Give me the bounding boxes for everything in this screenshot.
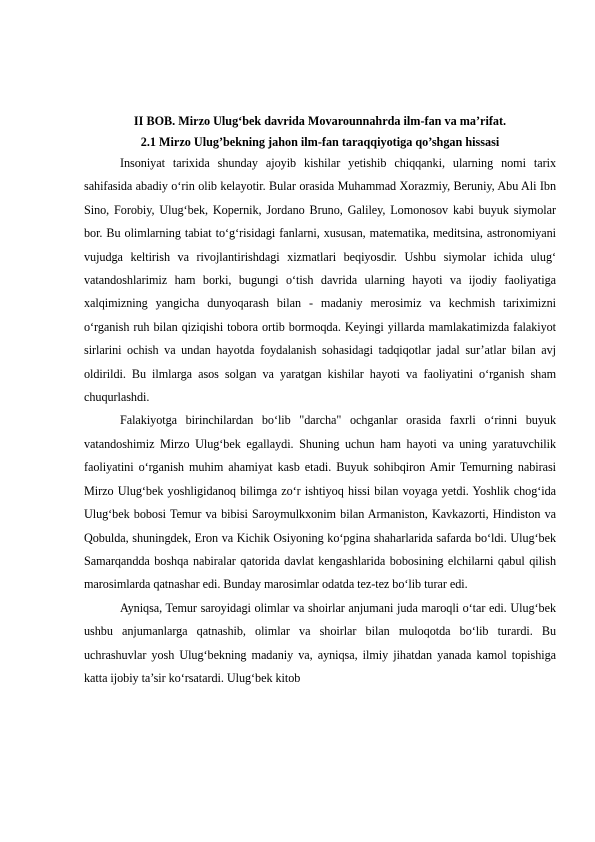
paragraph: Insoniyat tarixida shunday ajoyib kishilar yetishib chiqqanki, ularning nomi tarix sahifasida abadiy o‘rin olib kelayotir. Bular orasida Muhammad Xorazmiy, Beruniy, Abu Ali Ibn Sino, Forobiy, Ulug‘bek, Kopernik, Jordano Bruno, Galiley, Lomonosov kabi buyuk siymolar bor. Bu olimlarning tabiat to‘g‘risidagi fanlarni, xususan, matematika, meditsina, astronomiyani vujudga keltirish va rivojlantirishdagi xizmatlari beqiyosdir. Ushbu siymolar ichida ulug‘ vatandoshlarimiz ham borki, bugungi o‘tish davrida ularning hayoti va ijodiy faoliyatiga xalqimizning yangicha dunyoqarash bilan - madaniy merosimiz va kechmish tariximizni o‘rganish ruh bilan qiziqishi tobora ortib bormoqda. Keyingi yillarda mamlakatimizda falakiyot sirlarini ochish va undan hayotda foydalanish sohasidagi tadqiqotlar jadal sur’atlar bilan avj oldirildi. Bu ilmlarga asos solgan va yaratgan kishilar hayoti va faoliyatini o‘rganish sham chuqurlashdi. (84, 156, 556, 405)
chapter-title: II BOB. Mirzo Ulug‘bek davrida Movarounnahrda ilm-fan va ma’rifat. (133, 114, 507, 128)
paragraph: Falakiyotga birinchilardan bo‘lib "darcha" ochganlar orasida faxrli o‘rinni buyuk vatandoshimiz Mirzo Ulug‘bek egallaydi. Shuning uchun ham hayoti va uning yaratuvchilik faoliyatini o‘rganish muhim ahamiyat kasb etadi. Buyuk sohibqiron Amir Temurning nabirasi Mirzo Ulug‘bek yoshligidanoq bilimga zo‘r ishtiyoq hissi bilan voyaga yetdi. Yoshlik chog‘ida Ulug‘bek bobosi Temur va bibisi Saroymulkxonim bilan Armaniston, Kavkazorti, Hindiston va Qobulda, shuningdek, Eron va Kichik Osiyoning ko‘pgina shaharlarida safarda bo‘ldi. Ulug‘bek Samarqandda boshqa nabiralar qatorida davlat kengashlarida bobosining elchilarni qabul qilish marosimlarda qatnashar edi. Bunday marosimlar odatda tez-tez bo‘lib turar edi. (84, 413, 556, 592)
document-page (84, 112, 556, 690)
paragraph: Ayniqsa, Temur saroyidagi olimlar va shoirlar anjumani juda maroqli o‘tar edi. Ulug‘bek ushbu anjumanlarga qatnashib, olimlar va shoirlar bilan muloqotda bo‘lib turardi. Bu uchrashuvlar yosh Ulug‘bekning madaniy va, ayniqsa, ilmiy jihatdan yanada kamol topishiga katta ijobiy ta’sir ko‘rsatardi. Ulug‘bek kitob (84, 600, 556, 685)
section-title: 2.1 Mirzo Ulug’bekning jahon ilm-fan taraqqiyotiga qo’shgan hissasi (140, 135, 500, 149)
